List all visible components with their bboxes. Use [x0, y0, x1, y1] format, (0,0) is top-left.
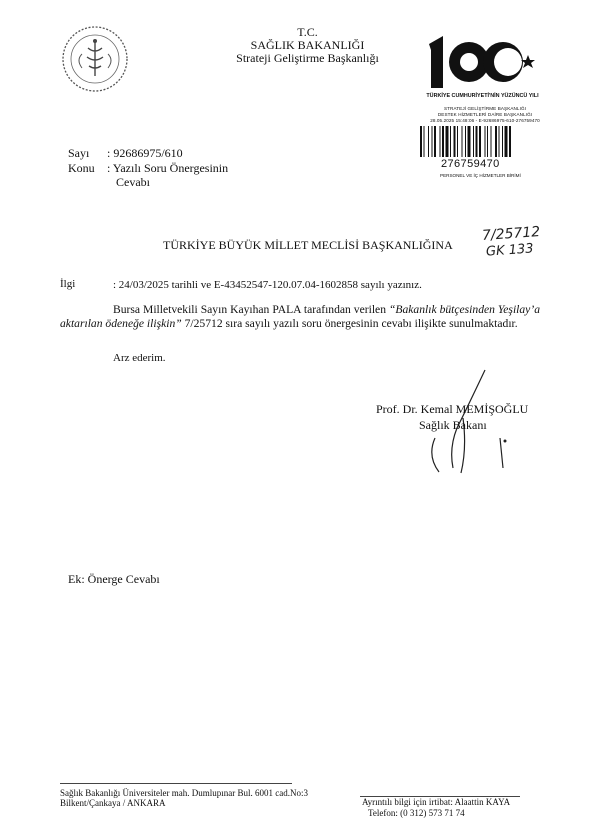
addressee: TÜRKİYE BÜYÜK MİLLET MECLİSİ BAŞKANLIĞINA	[163, 238, 453, 252]
signatory-title: Sağlık Bakanı	[419, 418, 487, 432]
ministry-seal-logo	[60, 24, 130, 94]
centenary-caption: TÜRKİYE CUMHURİYETİ'NİN YÜZÜNCÜ YILI	[426, 93, 539, 99]
footer-contact-1: Ayrıntılı bilgi için irtibat: Alaattin KAYA	[362, 797, 511, 807]
ilgi-text: : 24/03/2025 tarihli ve E-43452547-120.07.04-1602858 sayılı yazınız.	[113, 279, 422, 291]
body-paragraph	[60, 303, 540, 331]
barcode-number: 276759470	[441, 158, 500, 170]
header-department: Strateji Geliştirme Başkanlığı	[236, 51, 379, 65]
header-ministry: SAĞLIK BAKANLIĞI	[250, 38, 365, 52]
stamp-line-2: DESTEK HİZMETLERİ DAİRE BAŞKANLIĞI	[437, 112, 533, 117]
signatory-name: Prof. Dr. Kemal MEMİŞOĞLU	[376, 402, 529, 416]
attachment-note: Ek: Önerge Cevabı	[68, 572, 160, 586]
footer-address-1: Sağlık Bakanlığı Üniversiteler mah. Dumlupınar Bul. 6001 cad.No:3	[60, 788, 308, 798]
konu-value: : Yazılı Soru Önergesinin	[107, 161, 229, 175]
centenary-logo	[415, 30, 545, 92]
body-text-start: Bursa Milletvekili Sayın Kayıhan PALA tarafından verilen	[113, 303, 389, 316]
footer-contact-2: Telefon: (0 312) 573 71 74	[368, 808, 465, 818]
footer-divider-left	[60, 783, 292, 784]
stamp-line-3: 28.05.2025 15:48:06 - E-92686975-610-276759470	[430, 118, 540, 123]
body-text-subject: “Bakanlık bütçesinden Yeşilay’a aktarılan ödeneğe ilişkin”	[60, 303, 540, 330]
barcode-icon	[420, 126, 550, 159]
handwritten-code: GK 133	[485, 241, 535, 260]
header-tc: T.C.	[297, 25, 318, 39]
sayi-label: Sayı	[68, 146, 90, 160]
stamp-unit: PERSONEL VE İÇ HİZMETLER BİRİMİ	[440, 173, 521, 178]
konu-value-2: Cevabı	[116, 175, 150, 189]
konu-label: Konu	[68, 161, 95, 175]
centenary-mark-icon	[415, 30, 545, 92]
handwritten-number: 7/25712	[481, 223, 541, 245]
footer-address-2: Bilkent/Çankaya / ANKARA	[60, 798, 166, 808]
stamp-line-1: STRATEJİ GELİŞTİRME BAŞKANLIĞI	[443, 106, 527, 111]
sayi-value: : 92686975/610	[107, 146, 183, 160]
ilgi-label: İlgi	[60, 278, 76, 290]
closing-text: Arz ederim.	[113, 352, 166, 364]
body-text-end: 7/25712 sıra sayılı yazılı soru önergesinin cevabı ilişikte sunulmaktadır.	[181, 316, 518, 330]
